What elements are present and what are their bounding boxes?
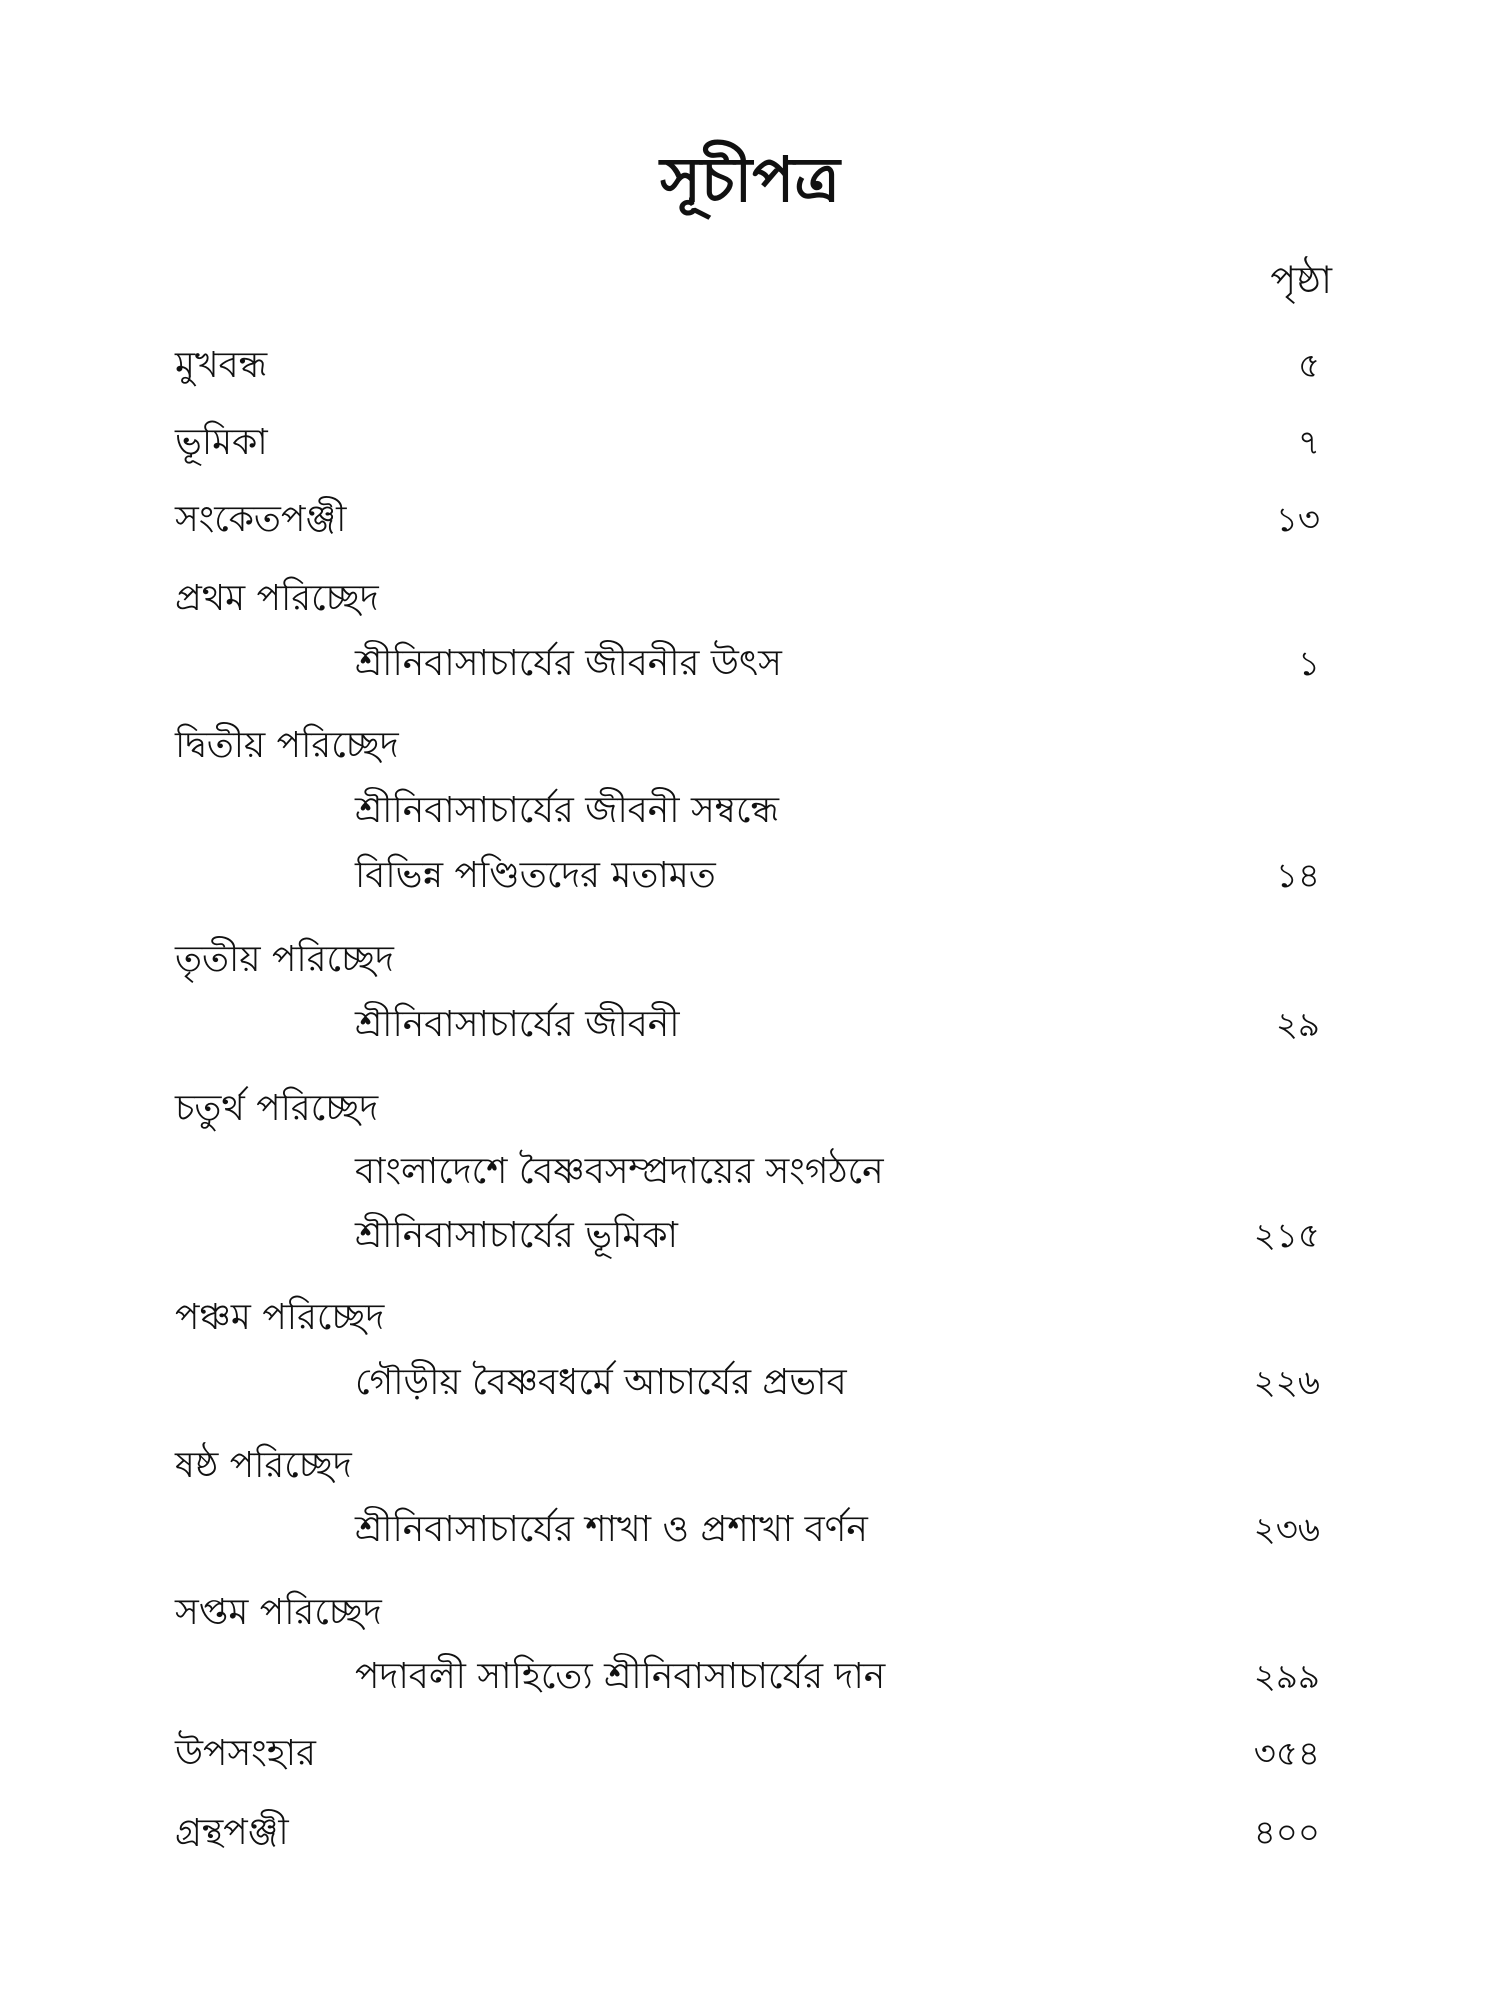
toc-entry: [0, 492, 1500, 548]
toc-entry-page: ২৯৯: [1253, 1657, 1320, 1697]
toc-entry: [0, 1726, 1500, 1782]
toc-entry-page: ১৩: [1275, 500, 1320, 540]
toc-entry-title: ভূমিকা: [175, 422, 268, 463]
toc-entry-page: ২২৬: [1253, 1363, 1320, 1403]
toc-chapter-heading: [0, 718, 1500, 774]
toc-entry: [0, 1208, 1500, 1264]
toc-entry: [0, 636, 1500, 692]
toc-entry-title: শ্রীনিবাসাচার্যের ভূমিকা: [355, 1215, 678, 1256]
toc-entry: [0, 338, 1500, 394]
toc-entry-page: ২৯: [1275, 1005, 1320, 1045]
toc-entry-page: ১: [1297, 644, 1320, 684]
toc-entry-title: পদাবলী সাহিত্যে শ্রীনিবাসাচার্যের দান: [355, 1656, 886, 1697]
toc-entry-page: ১৪: [1275, 856, 1320, 896]
toc-entry-title: শ্রীনিবাসাচার্যের জীবনী সম্বন্ধে: [355, 790, 779, 831]
toc-chapter-heading: [0, 571, 1500, 627]
toc-entry-page: ৪০০: [1253, 1813, 1320, 1853]
toc-entry-title: শ্রীনিবাসাচার্যের শাখা ও প্রশাখা বর্ণন: [355, 1509, 868, 1550]
toc-chapter-title: সপ্তম পরিচ্ছেদ: [175, 1592, 382, 1633]
toc-chapter-title: চতুর্থ পরিচ্ছেদ: [175, 1088, 379, 1129]
toc-entry-title: উপসংহার: [175, 1733, 316, 1774]
toc-entry-page: ২১৫: [1253, 1216, 1320, 1256]
toc-entry: [0, 997, 1500, 1053]
toc-chapter-title: পঞ্চম পরিচ্ছেদ: [175, 1297, 385, 1338]
page-column-label: পৃষ্ঠা: [1270, 258, 1332, 302]
toc-entry-page: ২৩৬: [1253, 1510, 1320, 1550]
toc-chapter-heading: [0, 1585, 1500, 1641]
toc-chapter-heading: [0, 932, 1500, 988]
toc-entry-page: ৩৫৪: [1253, 1734, 1320, 1774]
toc-entry: [0, 415, 1500, 471]
toc-entry: [0, 1502, 1500, 1558]
toc-entry: [0, 1144, 1500, 1200]
toc-chapter-heading: [0, 1081, 1500, 1137]
toc-entry: [0, 1805, 1500, 1861]
toc-entry-title: মুখবন্ধ: [175, 345, 268, 386]
toc-chapter-title: তৃতীয় পরিচ্ছেদ: [175, 939, 394, 980]
toc-entry-page: ৭: [1297, 423, 1320, 463]
toc-entry-title: শ্রীনিবাসাচার্যের জীবনী: [355, 1004, 680, 1045]
toc-entry: [0, 1649, 1500, 1705]
toc-entry: [0, 848, 1500, 904]
toc-chapter-title: ষষ্ঠ পরিচ্ছেদ: [175, 1445, 352, 1486]
toc-chapter-title: দ্বিতীয় পরিচ্ছেদ: [175, 725, 399, 766]
toc-entry-title: গ্রন্থপঞ্জী: [175, 1812, 289, 1853]
toc-entry-title: গৌড়ীয় বৈষ্ণবধর্মে আচার্যের প্রভাব: [355, 1362, 847, 1403]
toc-entry-title: বিভিন্ন পণ্ডিতদের মতামত: [355, 855, 716, 896]
toc-entry-title: বাংলাদেশে বৈষ্ণবসম্প্রদায়ের সংগঠনে: [355, 1151, 884, 1192]
toc-entry-page: ৫: [1297, 346, 1320, 386]
toc-chapter-heading: [0, 1438, 1500, 1494]
toc-entry-title: শ্রীনিবাসাচার্যের জীবনীর উৎস: [355, 643, 782, 684]
toc-entry: [0, 1355, 1500, 1411]
toc-entry: [0, 783, 1500, 839]
toc-chapter-heading: [0, 1290, 1500, 1346]
toc-chapter-title: প্রথম পরিচ্ছেদ: [175, 578, 379, 619]
toc-entry-title: সংকেতপঞ্জী: [175, 499, 347, 540]
page-title: সূচীপত্র: [660, 143, 840, 216]
